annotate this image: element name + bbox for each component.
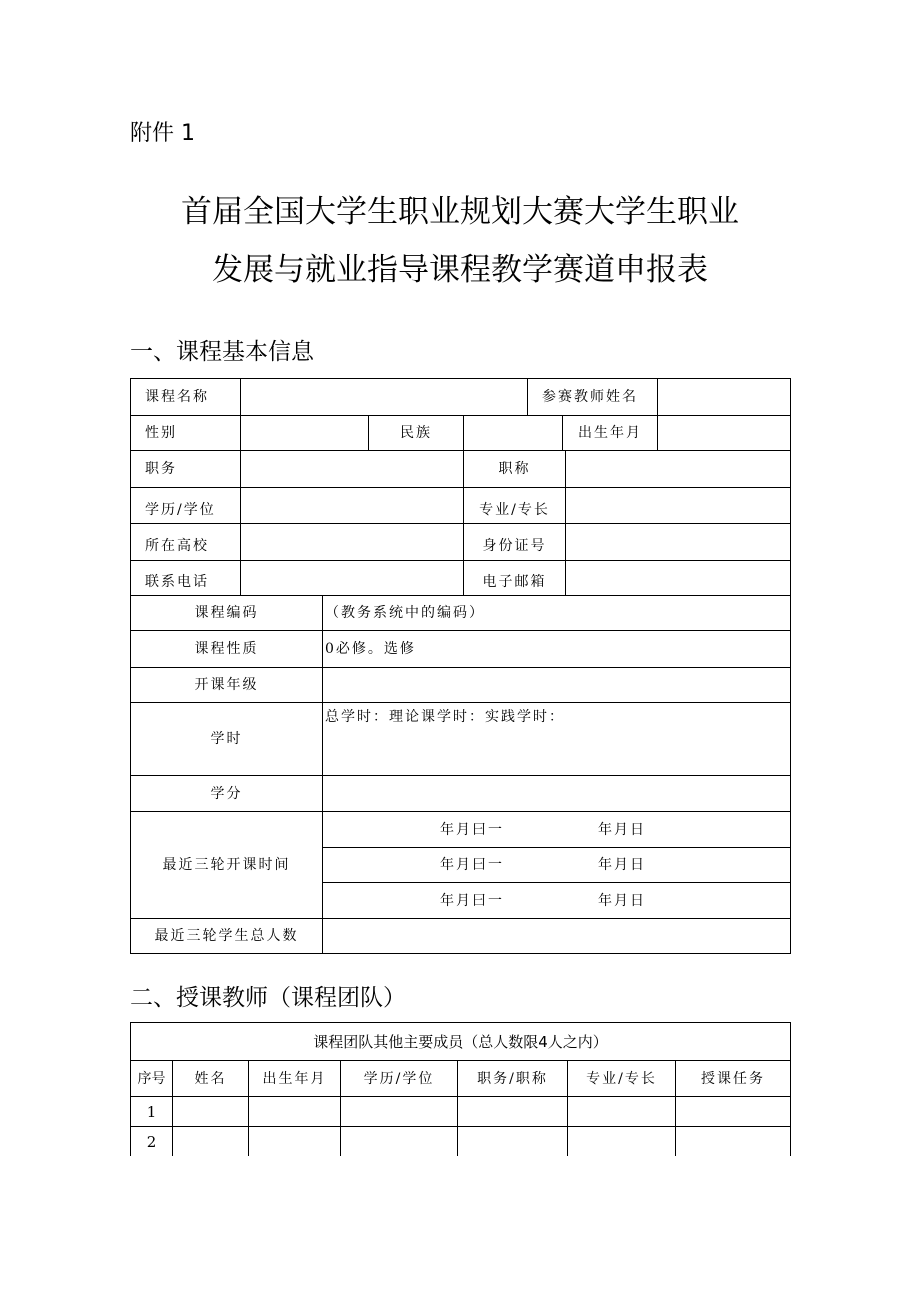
page-title-line-1: 首届全国大学生职业规划大赛大学生职业 (181, 194, 739, 230)
email-field[interactable] (566, 561, 791, 596)
course-basic-info-table (130, 378, 791, 954)
gender-field[interactable] (241, 416, 369, 451)
phone-field[interactable] (241, 561, 464, 596)
member-education-field[interactable] (341, 1097, 458, 1127)
university-label: 所在高校 (131, 524, 241, 561)
major-field[interactable] (566, 488, 791, 524)
education-field[interactable] (241, 488, 464, 524)
table-row (131, 488, 791, 524)
table-row (131, 451, 791, 488)
course-name-label: 课程名称 (131, 379, 241, 416)
member-major-field[interactable] (568, 1127, 676, 1156)
professional-title-label: 职称 (464, 451, 566, 488)
table-row (131, 1097, 791, 1127)
recent-term-row[interactable] (323, 848, 790, 883)
term-start: 年月曰一 (440, 892, 504, 909)
hours-field[interactable]: 总学时：理论课学时：实践学时： (323, 703, 791, 776)
table-row (131, 524, 791, 561)
column-header-name: 姓名 (173, 1061, 249, 1097)
grade-field[interactable] (323, 668, 791, 703)
recent-students-label: 最近三轮学生总人数 (131, 919, 323, 954)
team-table-caption: 课程团队其他主要成员（总人数限4人之内） (131, 1023, 791, 1061)
member-title-field[interactable] (458, 1127, 568, 1156)
member-birth-field[interactable] (249, 1127, 341, 1156)
table-header-row (131, 1061, 791, 1097)
term-start: 年月曰一 (440, 857, 504, 873)
major-label: 专业/专长 (464, 488, 566, 524)
table-row (131, 668, 791, 703)
id-number-field[interactable] (566, 524, 791, 561)
course-nature-label: 课程性质 (131, 631, 323, 668)
member-name-field[interactable] (173, 1127, 249, 1156)
table-row (131, 1127, 791, 1156)
course-team-table (130, 1022, 791, 1156)
column-header-major: 专业/专长 (568, 1061, 676, 1097)
professional-title-field[interactable] (566, 451, 791, 488)
section-1-heading: 一、课程基本信息 (130, 339, 314, 365)
education-label: 学历/学位 (131, 488, 241, 524)
grade-label: 开课年级 (131, 668, 323, 703)
column-header-birth: 出生年月 (249, 1061, 341, 1097)
section-2-heading: 二、授课教师（课程团队） (130, 985, 406, 1011)
table-row (131, 703, 791, 776)
ethnicity-label: 民族 (369, 416, 464, 451)
table-row (131, 812, 791, 919)
table-row (131, 561, 791, 596)
table-row (131, 416, 791, 451)
university-field[interactable] (241, 524, 464, 561)
recent-terms-label: 最近三轮开课时间 (131, 812, 323, 919)
position-label: 职务 (131, 451, 241, 488)
email-label: 电子邮箱 (464, 561, 566, 596)
table-row (131, 776, 791, 812)
term-start: 年月曰一 (440, 821, 504, 838)
teacher-name-label: 参赛教师姓名 (528, 379, 658, 416)
gender-label: 性别 (131, 416, 241, 451)
member-title-field[interactable] (458, 1097, 568, 1127)
column-header-education: 学历/学位 (341, 1061, 458, 1097)
table-caption-row (131, 1023, 791, 1061)
table-row (131, 379, 791, 416)
column-header-title: 职务/职称 (458, 1061, 568, 1097)
member-task-field[interactable] (676, 1097, 791, 1127)
term-end: 年月日 (598, 892, 646, 909)
position-field[interactable] (241, 451, 464, 488)
column-header-teaching-task: 授课任务 (676, 1061, 791, 1097)
page-title-line-2: 发展与就业指导课程教学赛道申报表 (212, 252, 708, 288)
term-end: 年月日 (598, 857, 646, 873)
term-end: 年月日 (598, 821, 646, 838)
course-name-field[interactable] (241, 379, 528, 416)
member-birth-field[interactable] (249, 1097, 341, 1127)
recent-term-row[interactable] (323, 883, 790, 919)
member-task-field[interactable] (676, 1127, 791, 1156)
column-header-index: 序号 (131, 1061, 173, 1097)
phone-label: 联系电话 (131, 561, 241, 596)
birth-date-field[interactable] (658, 416, 791, 451)
ethnicity-field[interactable] (464, 416, 563, 451)
recent-terms-group (323, 812, 791, 919)
course-code-label: 课程编码 (131, 596, 323, 631)
birth-date-label: 出生年月 (563, 416, 658, 451)
member-education-field[interactable] (341, 1127, 458, 1156)
id-number-label: 身份证号 (464, 524, 566, 561)
member-major-field[interactable] (568, 1097, 676, 1127)
table-row (131, 631, 791, 668)
table-row (131, 919, 791, 954)
teacher-name-field[interactable] (658, 379, 791, 416)
course-code-field[interactable]: （教务系统中的编码） (323, 596, 791, 631)
credits-label: 学分 (131, 776, 323, 812)
row-index: 2 (131, 1127, 173, 1156)
credits-field[interactable] (323, 776, 791, 812)
member-name-field[interactable] (173, 1097, 249, 1127)
recent-term-row[interactable] (323, 812, 790, 848)
attachment-label: 附件 1 (130, 121, 195, 146)
hours-label: 学时 (131, 703, 323, 776)
row-index: 1 (131, 1097, 173, 1127)
table-row (131, 596, 791, 631)
course-nature-field[interactable]: 0必修。选修 (323, 631, 791, 668)
recent-students-field[interactable] (323, 919, 791, 954)
